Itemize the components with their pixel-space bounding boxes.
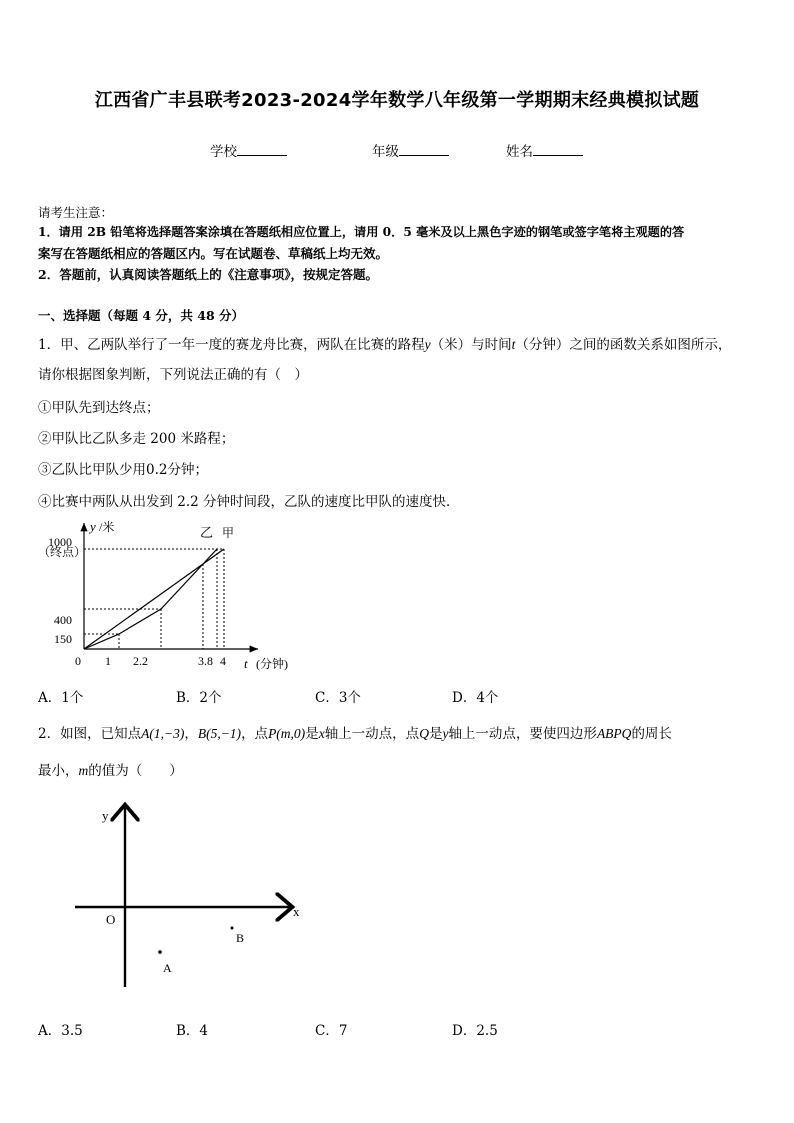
q2-option-b[interactable]: B．4 <box>176 1023 209 1039</box>
grade-label: 年级 <box>372 144 399 160</box>
q1-graph <box>0 515 320 675</box>
notice-heading: 请考生注意： <box>38 205 114 220</box>
q1-statement-4: ④比赛中两队从出发到 2.2 分钟时间段，乙队的速度比甲队的速度快． <box>38 494 460 510</box>
name-blank <box>533 143 583 156</box>
q1-x-unit: (分钟) <box>256 657 288 671</box>
q1-option-c[interactable]: C．3个 <box>315 690 361 706</box>
school-label: 学校 <box>210 144 237 160</box>
q1-xtick-0: 0 <box>75 654 81 668</box>
q1-ytick-150: 150 <box>54 632 72 646</box>
notice-line1b: 案写在答题纸相应的答题区内。写在试题卷、草稿纸上均无效。 <box>38 246 389 261</box>
grade-field <box>372 140 449 160</box>
name-field <box>506 140 583 160</box>
q1-statement-3: ③乙队比甲队少用0.2分钟； <box>38 462 208 478</box>
q2-y-label: y <box>102 808 109 823</box>
q2-x-label: x <box>293 904 300 919</box>
q2-option-d[interactable]: D．2.5 <box>452 1023 498 1039</box>
q1-ytick-400: 400 <box>54 613 72 627</box>
q2-option-a[interactable]: A．3.5 <box>38 1023 83 1039</box>
notice-line2: 2．答题前，认真阅读答题纸上的《注意事项》，按规定答题。 <box>38 267 378 282</box>
q1-label-yi: 乙 <box>200 525 214 540</box>
q1-line1: 1．甲、乙两队举行了一年一度的赛龙舟比赛，两队在比赛的路程y（米）与时间t（分钟）之间的函数关系如图所示， <box>38 337 732 353</box>
q1-xtick-1: 1 <box>105 654 111 668</box>
q1-y-label: y <box>90 519 96 534</box>
school-field <box>210 140 287 160</box>
q2-label-b: B <box>236 931 245 945</box>
q1-statement-1: ①甲队先到达终点； <box>38 400 160 416</box>
q2-label-a: A <box>163 961 172 975</box>
name-label: 姓名 <box>506 144 533 160</box>
q1-end-label: （终点） <box>38 545 87 559</box>
q1-option-b[interactable]: B．2个 <box>176 690 222 706</box>
q1-xtick-3.8: 3.8 <box>198 654 213 668</box>
q1-series-line-yi <box>84 549 217 649</box>
q2-line2: 最小，m的值为（ ） <box>38 763 183 779</box>
page-title: 江西省广丰县联考2023-2024学年数学八年级第一学期期末经典模拟试题 <box>94 90 700 111</box>
q1-ytick-1000: 1000 <box>48 535 72 549</box>
section-heading: 一、选择题（每题 4 分，共 48 分） <box>38 308 245 323</box>
q2-point-a <box>158 950 162 954</box>
q1-statement-2: ②甲队比乙队多走 200 米路程； <box>38 431 235 447</box>
q1-line2: 请你根据图象判断，下列说法正确的有（ ） <box>38 367 308 383</box>
q2-line1: 2．如图，已知点A(1,−3)，B(5,−1)，点P(m,0)是x轴上一动点，点Q是y轴上一动点，要使四边形ABPQ的周长 <box>38 726 672 742</box>
q1-xtick-2.2: 2.2 <box>133 654 148 668</box>
q2-graph <box>0 795 320 1000</box>
grade-blank <box>399 143 449 156</box>
school-blank <box>237 143 287 156</box>
notice-line1a: 1．请用 2B 铅笔将选择题答案涂填在答题纸相应位置上，请用 0．5 毫米及以上黑色字迹的钢笔或签字笔将主观题的答 <box>38 225 685 239</box>
q2-point-b <box>231 927 234 930</box>
q2-option-c[interactable]: C．7 <box>315 1023 348 1039</box>
q1-option-d[interactable]: D．4个 <box>452 690 499 706</box>
q1-y-unit: /米 <box>99 520 115 534</box>
q1-label-jia: 甲 <box>222 526 235 540</box>
q1-option-a[interactable]: A．1个 <box>38 690 84 706</box>
q1-x-label: t <box>244 656 248 671</box>
q1-xtick-4: 4 <box>220 654 226 668</box>
q2-origin-label: O <box>106 912 116 927</box>
